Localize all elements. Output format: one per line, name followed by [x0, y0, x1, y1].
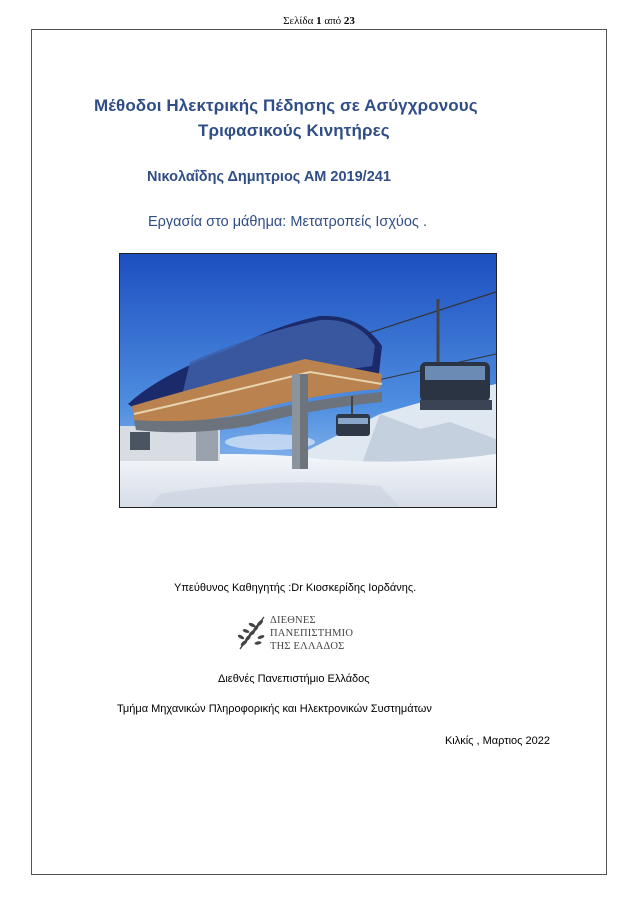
page-header [0, 14, 638, 28]
logo-line-2: ΠΑΝΕΠΙΣΤΗΜΙΟ [270, 628, 354, 639]
title-line-2: Τριφασικούς Κινητήρες [198, 121, 390, 140]
university-name: Διεθνές Πανεπιστήμιο Ελλάδος [218, 673, 370, 685]
page-total: 23 [343, 15, 355, 27]
chairlift-photo [120, 254, 496, 507]
page-of-label: από [324, 15, 342, 27]
place-date: Κιλκίς , Μαρτιος 2022 [444, 735, 550, 747]
author-line: Νικολαΐδης Δημητριος ΑΜ 2019/241 [147, 169, 391, 185]
document-title [60, 93, 580, 143]
department-name: Τμήμα Μηχανικών Πληροφορικής και Ηλεκτρονικών Συστημάτων [117, 703, 432, 715]
station-window [130, 432, 150, 450]
page-number: 1 [316, 15, 322, 27]
logo-line-1: ΔΙΕΘΝΕΣ [270, 615, 316, 626]
page-label: Σελίδα [283, 15, 314, 27]
logo-text [270, 614, 353, 653]
university-logo [234, 613, 374, 655]
support-pole-shadow [300, 374, 308, 469]
supervisor-line: Υπεύθυνος Καθηγητής :Dr Κιοσκερίδης Ιορδάνης. [174, 582, 417, 594]
olive-branch-icon [234, 613, 268, 653]
logo-line-3: ΤΗΣ ΕΛΛΑΔΟΣ [270, 641, 345, 652]
course-line: Εργασία στο μάθημα: Μετατροπείς Ισχύος . [148, 214, 427, 230]
title-line-1: Μέθοδοι Ηλεκτρικής Πέδησης σε Ασύγχρονους [94, 96, 478, 115]
cover-photo [119, 253, 497, 508]
